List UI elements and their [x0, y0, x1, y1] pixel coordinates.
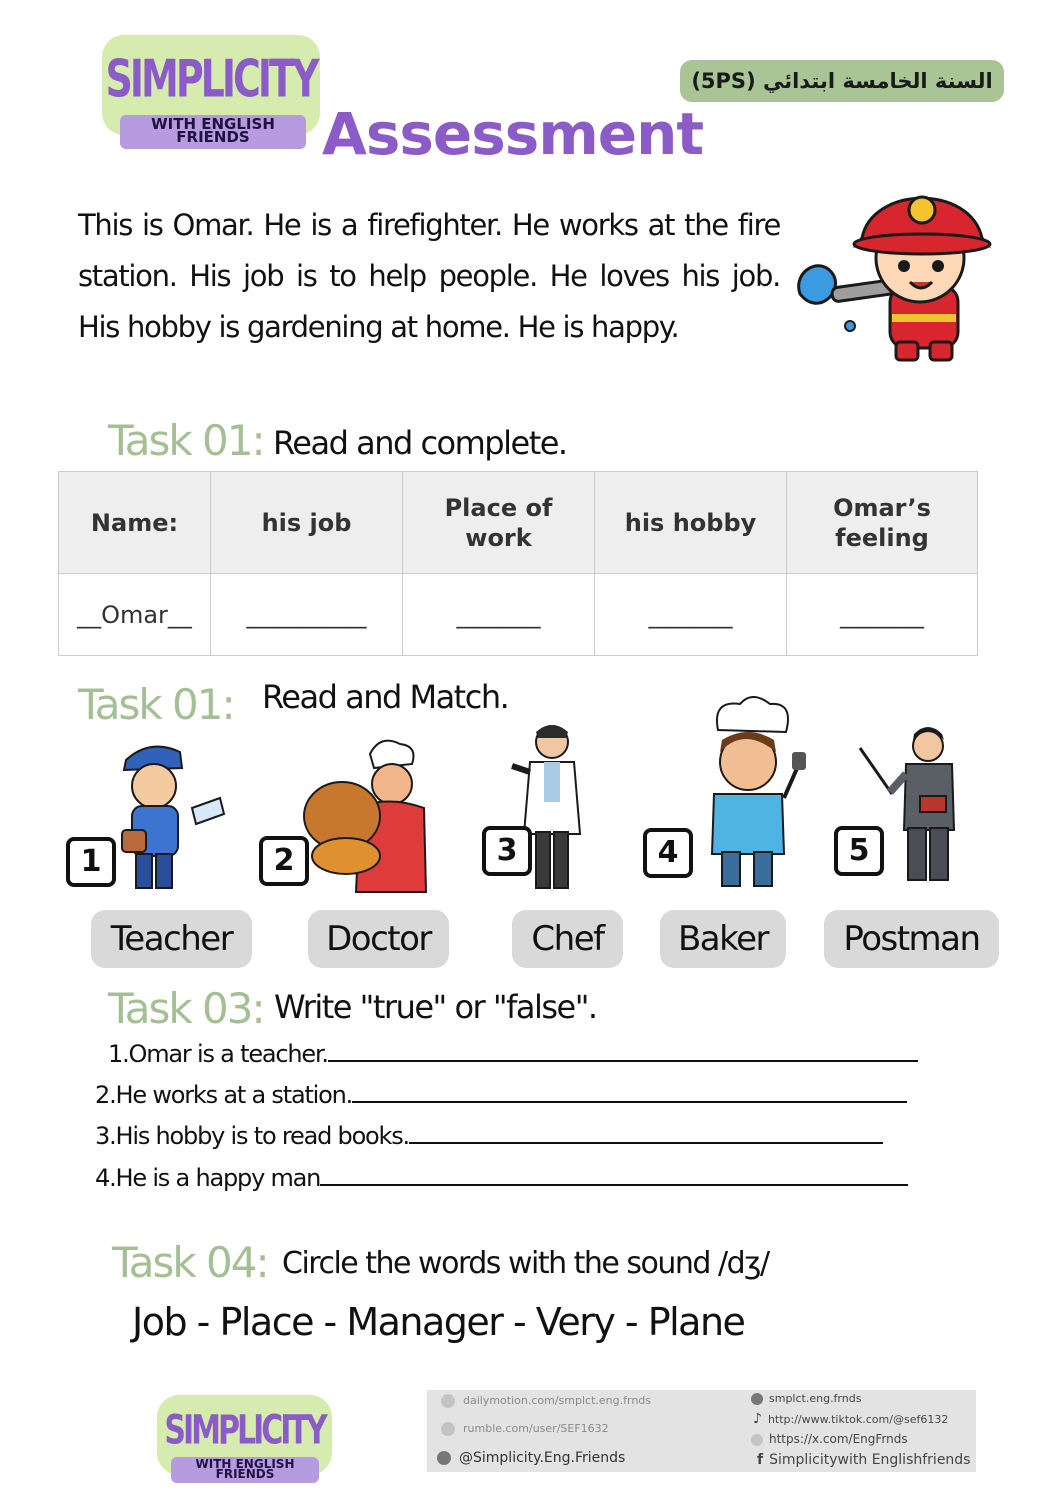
match-word-postman[interactable]: Postman — [824, 910, 999, 968]
task2-instruction: Read and Match. — [262, 678, 509, 716]
instagram-link[interactable]: smplct.eng.frnds — [751, 1392, 861, 1405]
task2-label: Task 01: — [78, 680, 234, 729]
answer-cell-job[interactable]: __________ — [211, 574, 403, 656]
answer-cell-hobby[interactable]: _______ — [595, 574, 787, 656]
task4-label: Task 04: — [112, 1238, 268, 1287]
story-text: This is Omar. He is a firefighter. He works at the fire station. His job is to help people. He loves his job. His hobby is gardening at home. He is happy. — [78, 208, 780, 344]
dailymotion-link[interactable]: dailymotion.com/smplct.eng.frnds — [441, 1394, 651, 1408]
task4-instruction: Circle the words with the sound /dʒ/ — [282, 1246, 769, 1281]
number-box-3: 3 — [482, 826, 532, 876]
match-word-chef[interactable]: Chef — [512, 910, 623, 968]
answer-line[interactable] — [328, 1042, 918, 1062]
page-title: Assessment — [322, 100, 704, 168]
logo-tagline: WITH ENGLISH FRIENDS — [120, 115, 306, 149]
task1-label: Task 01: — [108, 416, 264, 465]
table-header-feeling: Omar’s feeling — [787, 472, 978, 574]
answer-cell-place[interactable]: _______ — [403, 574, 595, 656]
youtube-link[interactable]: @Simplicity.Eng.Friends — [437, 1450, 625, 1466]
table-header-job: his job — [211, 472, 403, 574]
logo-text: SIMPLICITY — [105, 49, 317, 109]
table-header-hobby: his hobby — [595, 472, 787, 574]
twitter-link[interactable]: https://x.com/EngFrnds — [751, 1432, 908, 1446]
sound-words[interactable]: Job - Place - Manager - Very - Plane — [132, 1300, 745, 1344]
globe-icon — [441, 1394, 455, 1408]
table-header-place: Place of work — [403, 472, 595, 574]
logo-tagline: WITH ENGLISH FRIENDS — [171, 1457, 319, 1483]
tf-item-1: 1.Omar is a teacher. — [108, 1040, 918, 1068]
answer-line[interactable] — [320, 1166, 908, 1186]
tiktok-link[interactable]: ♪ http://www.tiktok.com/@sef6132 — [753, 1411, 949, 1427]
number-box-1: 1 — [66, 837, 116, 887]
facebook-link[interactable]: f Simplicitywith Englishfriends — [757, 1452, 971, 1468]
task1-table — [58, 471, 978, 656]
match-word-baker[interactable]: Baker — [660, 910, 786, 968]
task1-instruction: Read and complete. — [273, 424, 567, 462]
logo — [102, 35, 320, 146]
instagram-icon — [751, 1393, 763, 1405]
baker-illustration — [300, 738, 430, 894]
globe-icon — [441, 1422, 455, 1436]
firefighter-illustration — [792, 176, 992, 366]
tf-item-3: 3.His hobby is to read books. — [95, 1122, 883, 1150]
task3-instruction: Write "true" or "false". — [274, 988, 597, 1026]
grade-badge: السنة الخامسة ابتدائي (5PS) — [680, 60, 1004, 102]
table-header-name: Name: — [59, 472, 211, 574]
answer-line[interactable] — [409, 1124, 883, 1144]
answer-line[interactable] — [352, 1083, 907, 1103]
twitter-icon — [751, 1434, 763, 1446]
postman-illustration — [108, 738, 226, 894]
facebook-icon: f — [757, 1452, 764, 1468]
number-box-2: 2 — [259, 836, 309, 886]
match-word-doctor[interactable]: Doctor — [308, 910, 449, 968]
logo-text: SIMPLICITY — [164, 1406, 325, 1455]
rumble-link[interactable]: rumble.com/user/SEF1632 — [441, 1422, 609, 1436]
footer-logo — [157, 1395, 332, 1482]
match-word-teacher[interactable]: Teacher — [91, 910, 252, 968]
tf-item-4: 4.He is a happy man — [95, 1164, 908, 1192]
social-links-panel — [427, 1390, 976, 1472]
chef-illustration — [694, 694, 812, 892]
answer-cell-feeling[interactable]: _______ — [787, 574, 978, 656]
number-box-4: 4 — [643, 828, 693, 878]
tiktok-icon: ♪ — [753, 1411, 762, 1427]
youtube-icon — [437, 1451, 451, 1465]
tf-item-2: 2.He works at a station. — [95, 1081, 907, 1109]
task3-label: Task 03: — [108, 984, 264, 1033]
number-box-5: 5 — [834, 826, 884, 876]
answer-cell-name[interactable]: __Omar__ — [59, 574, 211, 656]
